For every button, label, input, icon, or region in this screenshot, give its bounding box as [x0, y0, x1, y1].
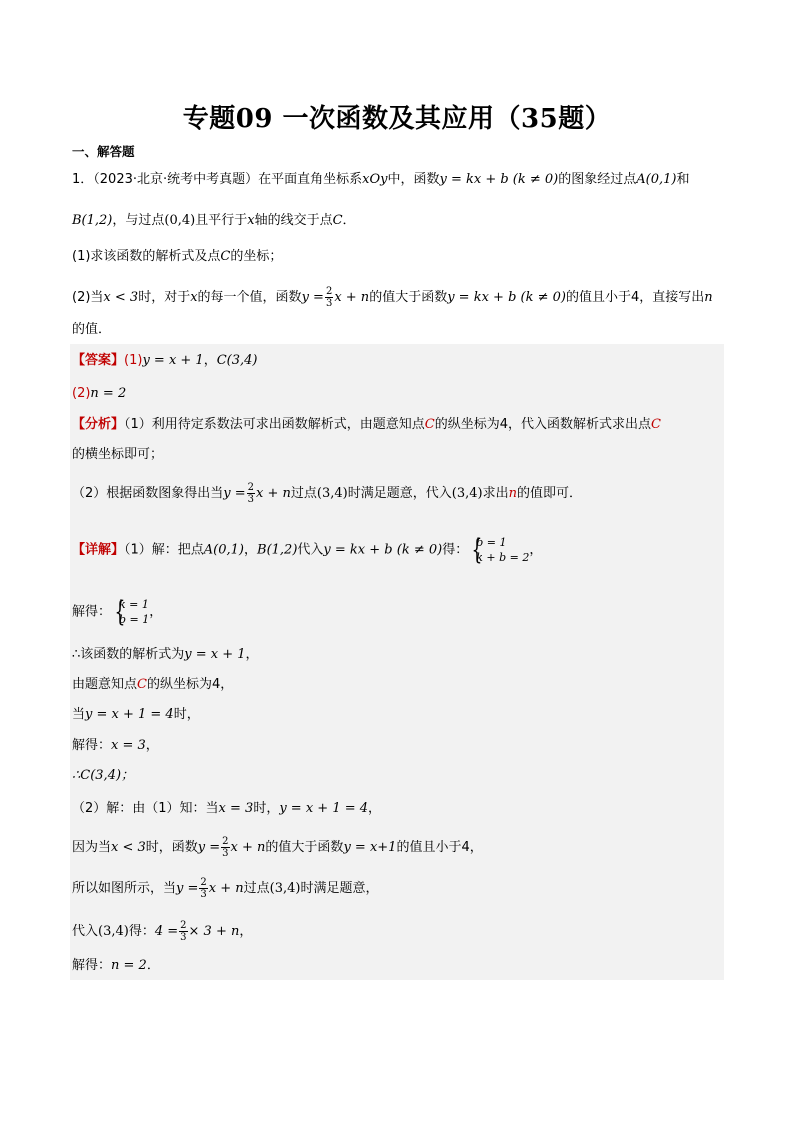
analysis-line-2: 的横坐标即可； [72, 447, 164, 462]
question-part-1: (1)求该函数的解析式及点C的坐标； [72, 249, 283, 264]
detail-line-12: 解得：n = 2． [72, 958, 160, 973]
analysis-line-1: 【分析】（1）利用待定系数法可求出函数解析式，由题意知点C的纵坐标为4，代入函数解析式求出点C [72, 417, 661, 432]
detail-line-2: 解得： { k = 1 b = 1 ， [72, 595, 163, 628]
equation-system: { b = 1 k + b = 2 [471, 533, 530, 566]
detail-line-4: 由题意知点C的纵坐标为4， [72, 677, 234, 692]
fraction: $\frac{2}{3}$ [180, 920, 187, 943]
page-title: 专题09 一次函数及其应用（35题） [182, 104, 612, 134]
question-part-2-end: 的值． [72, 322, 112, 337]
detail-line-7: ∴C(3,4)； [72, 768, 135, 783]
fraction: $\frac{2}{3}$ [247, 482, 255, 505]
answer-line-2: (2)n = 2 [72, 386, 127, 401]
fraction: $\frac{2}{3}$ [222, 836, 229, 859]
question-line-2: B(1,2)，与过点(0,4)且平行于x轴的线交于点C． [72, 213, 356, 228]
fraction: $\frac{2}{3}$ [200, 877, 207, 900]
detail-line-5: 当y = x + 1 = 4时， [72, 707, 200, 722]
analysis-line-3: （2）根据函数图象得出当y = $\frac{2}{3}$ x + n过点(3,4)时满足题意，代入(3,4)求出n的值即可． [72, 482, 582, 505]
detail-line-11: 代入(3,4)得：4 = $\frac{2}{3}$ × 3 + n， [72, 920, 253, 943]
section-heading: 一、解答题 [72, 144, 135, 159]
answer-line-1: 【答案】(1)y = x + 1，C(3,4) [72, 353, 258, 368]
detail-line-3: ∴该函数的解析式为y = x + 1， [72, 647, 259, 662]
question-line-1: 1．（2023·北京·统考中考真题）在平面直角坐标系xOy中，函数y = kx + b (k ≠ 0)的图象经过点A(0,1)和 [72, 172, 690, 187]
fraction: $\frac{2}{3}$ [325, 286, 333, 309]
question-part-2: (2)当x < 3时，对于x的每一个值，函数y = $\frac{2}{3}$ x + n的值大于函数y = kx + b (k ≠ 0)的值且小于4，直接写出n [72, 286, 713, 309]
detail-line-8: （2）解：由（1）知：当x = 3时，y = x + 1 = 4， [72, 801, 382, 816]
detail-line-10: 所以如图所示，当y = $\frac{2}{3}$ x + n过点(3,4)时满足题意， [72, 877, 379, 900]
detail-line-9: 因为当x < 3时，函数y = $\frac{2}{3}$ x + n的值大于函数y = x+1的值且小于4， [72, 836, 483, 859]
detail-line-6: 解得：x = 3， [72, 738, 159, 753]
detail-line-1: 【详解】（1）解：把点A(0,1)，B(1,2)代入y = kx + b (k ≠ 0)得： { b = 1 k + b = 2 ， [72, 533, 543, 566]
equation-system: { k = 1 b = 1 [114, 595, 150, 628]
